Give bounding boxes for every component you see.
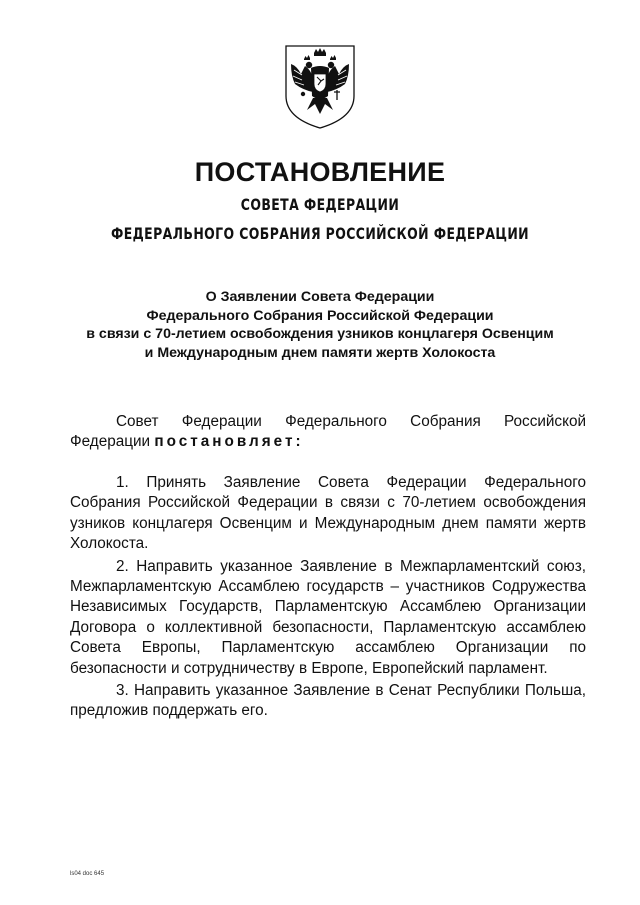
issuer-line: СОВЕТА ФЕДЕРАЦИИ	[240, 195, 400, 214]
state-emblem-icon	[283, 44, 357, 130]
document-subject	[0, 288, 640, 362]
preamble	[70, 412, 586, 453]
preamble-text: Совет Федерации Федерального Собрания Российской Федерации	[70, 413, 586, 451]
subject-line: Федерального Собрания Российской Федерации	[146, 307, 494, 324]
document-type-title: ПОСТАНОВЛЕНИЕ	[194, 157, 446, 187]
resolution-item: 3. Направить указанное Заявление в Сенат Республики Польша, предложив поддержать его.	[70, 682, 586, 720]
document-code: ls04 doc 645	[70, 871, 105, 877]
subject-line: и Международным днем памяти жертв Холокоста	[144, 344, 496, 361]
subject-line: в связи с 70-летием освобождения узников концлагеря Освенцим	[86, 326, 554, 342]
resolution-item: 2. Направить указанное Заявление в Межпарламентский союз, Межпарламентскую Ассамблею государств – участников Содружества Независимых Государств, Парламентскую Ассамблею Организации Договора о коллективной безопасности, Парламентскую ассамблею Совета Европы, Парламентскую ассамблею Организации по безопасности и сотрудничеству в Европе, Европейский парламент.	[70, 557, 586, 677]
resolution-item: 1. Принять Заявление Совета Федерации Федерального Собрания Российской Федерации в связи с 70-летием освобождения узников концлагеря Освенцим и Международным днем памяти жертв Холокоста.	[70, 474, 586, 553]
subject-line: О Заявлении Совета Федерации	[205, 289, 435, 305]
resolves-keyword: постановляет:	[154, 433, 304, 451]
resolution-items	[70, 473, 586, 722]
issuer-line-full: ФЕДЕРАЛЬНОГО СОБРАНИЯ РОССИЙСКОЙ ФЕДЕРАЦИИ	[110, 224, 530, 243]
preamble-paragraph	[70, 412, 586, 453]
